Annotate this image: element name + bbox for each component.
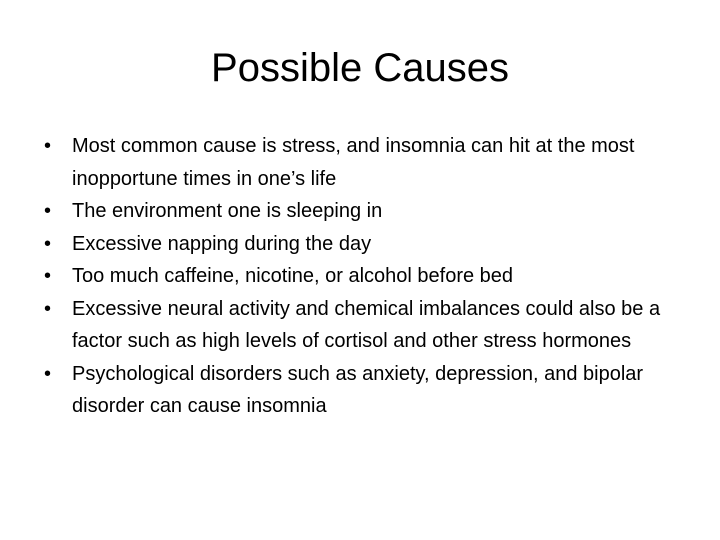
bullet-marker: • — [44, 232, 52, 255]
bullet-marker: • — [44, 200, 52, 222]
bullet-text: Psychological disorders such as anxiety, depression, and bipolar disorder can cause insomnia — [72, 362, 644, 417]
bullet-marker: • — [44, 265, 52, 287]
bullet-marker: • — [44, 362, 52, 385]
bullet-item — [44, 195, 694, 228]
bullet-item — [44, 260, 694, 293]
bullet-text: Too much caffeine, nicotine, or alcohol before bed — [72, 265, 514, 287]
bullet-item — [44, 293, 694, 358]
bullet-list — [44, 130, 694, 423]
bullet-marker: • — [44, 135, 52, 157]
bullet-text: The environment one is sleeping in — [72, 200, 383, 222]
bullet-item — [44, 130, 694, 195]
bullet-item — [44, 228, 694, 261]
bullet-text: Most common cause is stress, and insomnia can hit at the most inopportune times in one’s life — [72, 135, 635, 190]
bullet-item — [44, 358, 694, 423]
bullet-text: Excessive neural activity and chemical imbalances could also be a factor such as high levels of cortisol and other stress hormones — [72, 297, 661, 352]
bullet-text: Excessive napping during the day — [72, 232, 372, 255]
slide-title: Possible Causes — [211, 46, 509, 90]
bullet-marker: • — [44, 297, 52, 320]
